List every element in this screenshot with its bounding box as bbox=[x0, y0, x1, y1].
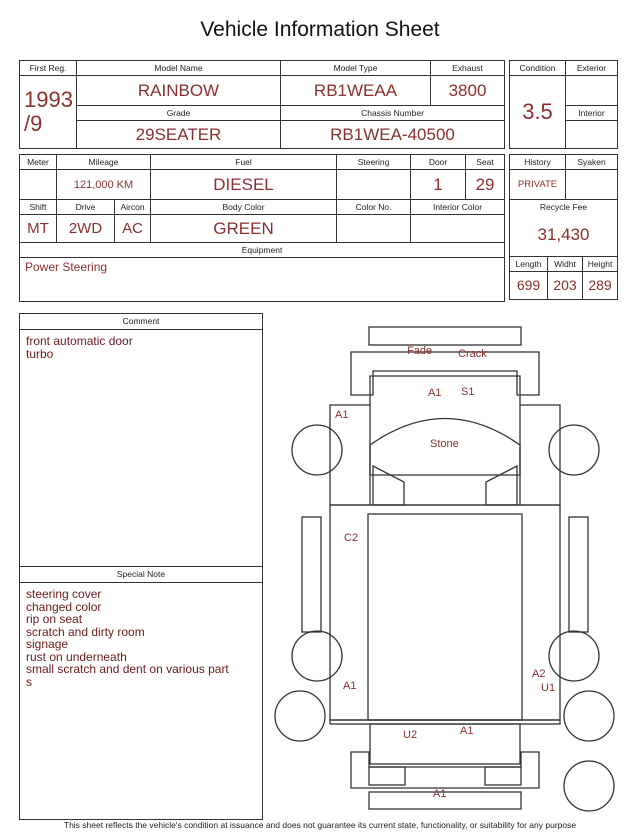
equipment-label: Equipment bbox=[20, 243, 505, 258]
width-label: Widht bbox=[548, 256, 583, 271]
aircon-label: Aircon bbox=[115, 200, 151, 215]
body-color-label: Body Color bbox=[151, 200, 337, 215]
diagram-label-crack: Crack bbox=[458, 348, 487, 360]
first-reg-month: /9 bbox=[24, 111, 43, 136]
equipment-value: Power Steering bbox=[20, 258, 505, 302]
special-note-line: steering cover bbox=[26, 587, 102, 601]
chassis-label: Chassis Number bbox=[281, 106, 505, 121]
disclaimer-footer: This sheet reflects the vehicle's condition at issuance and does not guarantee its current state, functionality, or suitability for any purpose bbox=[63, 820, 577, 830]
mileage-value: 121,000 KM bbox=[57, 170, 151, 200]
shift-value: MT bbox=[20, 215, 57, 243]
history-value: PRIVATE bbox=[510, 170, 566, 200]
model-type-value: RB1WEAA bbox=[281, 76, 431, 106]
comment-label: Comment bbox=[20, 314, 262, 330]
diagram-label-u1: U1 bbox=[541, 682, 556, 694]
length-value: 699 bbox=[510, 271, 548, 299]
right-door-window bbox=[486, 466, 517, 505]
height-value: 289 bbox=[583, 271, 618, 299]
recycle-label: Recycle Fee bbox=[510, 200, 618, 215]
steering-label: Steering bbox=[337, 155, 411, 170]
interior-label: Interior bbox=[566, 106, 618, 121]
door-label: Door bbox=[411, 155, 466, 170]
fuel-value: DIESEL bbox=[151, 170, 337, 200]
special-note-label: Special Note bbox=[20, 567, 262, 583]
wheel-front-left bbox=[292, 425, 342, 475]
diagram-label-c2: C2 bbox=[344, 532, 359, 544]
recycle-value: 31,430 bbox=[510, 214, 618, 256]
mileage-label: Mileage bbox=[57, 155, 151, 170]
syaken-label: Syaken bbox=[566, 155, 618, 170]
comment-line: turbo bbox=[26, 346, 54, 361]
diagram-label-a1-rear: A1 bbox=[460, 725, 474, 737]
exhaust-value: 3800 bbox=[431, 76, 505, 106]
chassis-value: RB1WEA-40500 bbox=[281, 121, 505, 149]
model-name-label: Model Name bbox=[77, 61, 281, 76]
left-door-window bbox=[373, 466, 404, 505]
diagram-label-s1: S1 bbox=[461, 386, 475, 398]
seat-value: 29 bbox=[466, 170, 505, 200]
aircon-value: AC bbox=[115, 215, 151, 243]
condition-label: Condition bbox=[510, 61, 566, 76]
door-value: 1 bbox=[411, 170, 466, 200]
history-label: History bbox=[510, 155, 566, 170]
body-color-value: GREEN bbox=[151, 215, 337, 243]
wheel-front-right bbox=[549, 425, 599, 475]
roof-panel bbox=[368, 514, 522, 720]
front-bumper-outline bbox=[351, 352, 539, 395]
length-label: Length bbox=[510, 256, 548, 271]
model-type-label: Model Type bbox=[281, 61, 431, 76]
wheel-rear-left-1 bbox=[292, 631, 342, 681]
exhaust-label: Exhaust bbox=[431, 61, 505, 76]
width-value: 203 bbox=[548, 271, 583, 299]
page-title: Vehicle Information Sheet bbox=[200, 18, 440, 41]
meter-label: Meter bbox=[20, 155, 57, 170]
diagram-label-fade: Fade bbox=[407, 345, 433, 357]
grade-value: 29SEATER bbox=[77, 121, 281, 149]
main-body bbox=[330, 505, 560, 720]
fuel-label: Fuel bbox=[151, 155, 337, 170]
wheel-spare bbox=[564, 761, 614, 811]
diagram-label-a1-windshield: A1 bbox=[428, 387, 442, 399]
wheel-rear-left-2 bbox=[275, 691, 325, 741]
diagram-label-u2: U2 bbox=[403, 729, 418, 741]
exterior-label: Exterior bbox=[566, 61, 618, 76]
rear-light-right bbox=[485, 767, 521, 785]
special-note-line: s bbox=[26, 674, 32, 689]
diagram-label-a1-left-rear: A1 bbox=[343, 680, 357, 692]
shift-label: Shift bbox=[20, 200, 57, 215]
seat-label: Seat bbox=[466, 155, 505, 170]
comment-line: front automatic door bbox=[26, 334, 133, 348]
first-reg-label: First Reg. bbox=[20, 61, 77, 76]
right-side-rail bbox=[569, 517, 588, 632]
diagram-label-stone: Stone bbox=[430, 438, 459, 450]
special-note-line: changed color bbox=[26, 599, 102, 614]
drive-value: 2WD bbox=[57, 215, 115, 243]
color-no-label: Color No. bbox=[337, 200, 411, 215]
rear-panel bbox=[370, 724, 520, 764]
model-name-value: RAINBOW bbox=[77, 76, 281, 106]
left-side-rail bbox=[302, 517, 321, 632]
diagram-label-a2: A2 bbox=[532, 668, 546, 680]
drive-label: Drive bbox=[57, 200, 115, 215]
interior-color-label: Interior Color bbox=[411, 200, 505, 215]
rear-bumper-outline bbox=[351, 752, 539, 788]
special-note-line: rip on seat bbox=[26, 612, 83, 626]
wheel-rear-right-2 bbox=[564, 691, 614, 741]
grade-label: Grade bbox=[77, 106, 281, 121]
roof-top-bar bbox=[369, 327, 521, 345]
diagram-label-a1-bottom: A1 bbox=[433, 788, 447, 800]
height-label: Height bbox=[583, 256, 618, 271]
diagram-label-a1-left-front: A1 bbox=[335, 409, 349, 421]
first-reg-year: 1993 bbox=[24, 87, 73, 112]
special-note-line: signage bbox=[26, 637, 69, 651]
special-note-line: scratch and dirty room bbox=[26, 624, 145, 639]
special-note-line: rust on underneath bbox=[26, 649, 127, 664]
condition-score: 3.5 bbox=[510, 76, 566, 149]
special-note-line: small scratch and dent on various part bbox=[26, 662, 229, 676]
rear-light-left bbox=[369, 767, 405, 785]
wheel-rear-right-1 bbox=[549, 631, 599, 681]
